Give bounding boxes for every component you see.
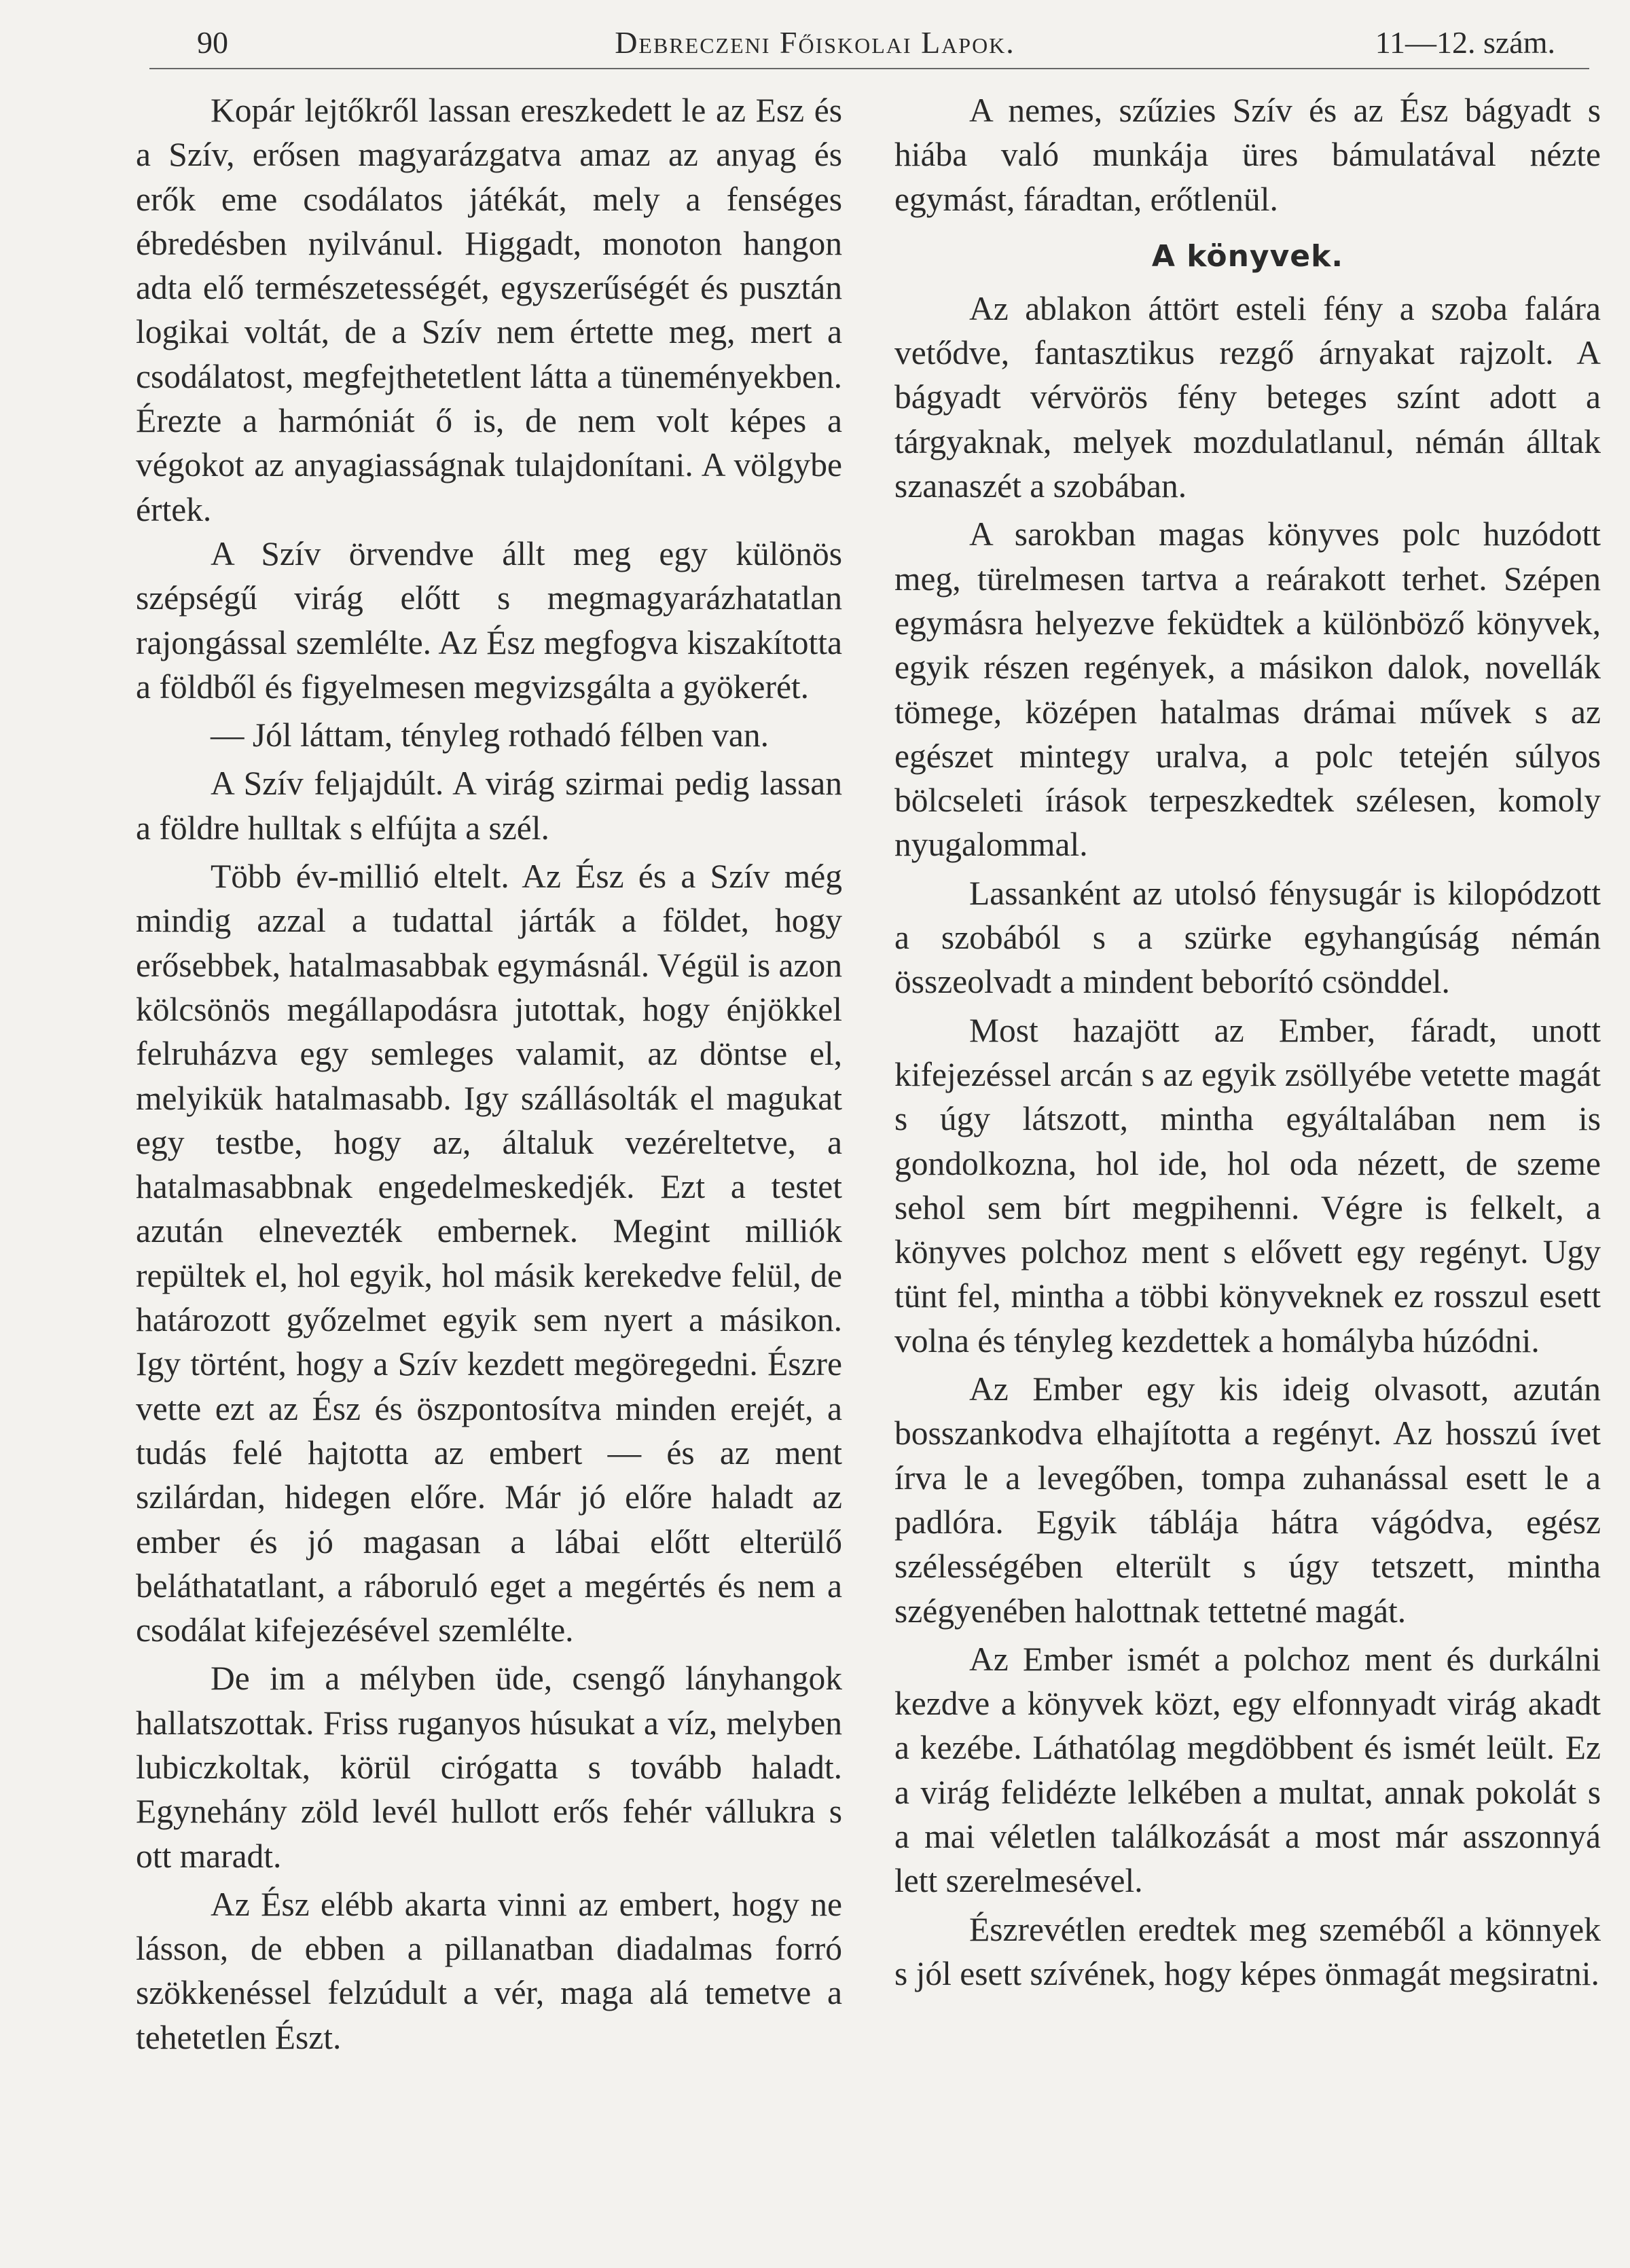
left-column <box>136 88 842 2060</box>
paragraph: De im a mélyben üde, csengő lányhangok hallatszottak. Friss ruganyos húsukat a víz, melyben lubiczkoltak, körül cirógatta s tovább haladt. Egynehány zöld levél hullott erős fehér vállukra s ott maradt. <box>136 1660 842 1875</box>
paragraph: A sarokban magas könyves polc huzódott meg, türelmesen tartva a reárakott terhet. Szépen egymásra helyezve feküdtek a különböző könyvek, egyik részen regények, a másikon dalok, novellák tömege, középen hatalmas drámai művek s az egészet mintegy uralva, a polc tetején súlyos bölcseleti írások terpeszkedtek szélesen, komoly nyugalommal. <box>894 515 1601 864</box>
section-title: A könyvek. <box>1151 238 1344 274</box>
paragraph: A nemes, szűzies Szív és az Ész bágyadt s hiába való munkája üres bámulatával nézte egymást, fáradtan, erőtlenül. <box>894 92 1601 218</box>
paragraph: Az Ész elébb akarta vinni az embert, hogy ne lásson, de ebben a pillanatban diadalmas forró szökkenéssel felzúdult a vér, maga alá temetve a tehetetlen Észt. <box>136 1885 842 2056</box>
paragraph: Most hazajött az Ember, fáradt, unott kifejezéssel arcán s az egyik zsöllyébe vetette magát s úgy látszott, mintha egyáltalában nem is gondolkozna, hol ide, hol oda nézett, de szeme sehol sem bírt megpihenni. Végre is felkelt, a könyves polchoz ment s elővett egy regényt. Ugy tünt fel, mintha a többi könyveknek ez rosszul esett volna és tényleg kezdettek a homályba húzódni. <box>894 1011 1601 1359</box>
page-number: 90 <box>197 25 228 60</box>
paragraph: A Szív örvendve állt meg egy különös szépségű virág előtt s megmagyarázhatatlan rajongással szemlélte. Az Ész megfogva kiszakította a földből és figyelmesen megvizsgálta a gyökerét. <box>136 534 842 706</box>
paragraph: Észrevétlen eredtek meg szeméből a könnyek s jól esett szívének, hogy képes önmagát megsiratni. <box>894 1910 1601 1992</box>
header-rule <box>149 68 1589 69</box>
paragraph: Lassanként az utolsó fénysugár is kilopódzott a szobából s a szürke egyhangúság némán összeolvadt a mindent beborító csönddel. <box>894 874 1601 1001</box>
issue-number: 11—12. szám. <box>1375 25 1555 60</box>
paragraph: Az Ember egy kis ideig olvasott, azután bosszankodva elhajította a regényt. Az hosszú ívet írva le a levegőben, tompa zuhanással esett le a padlóra. Egyik táblája hátra vágódva, egész szélességében elterült s úgy tetszett, mintha szégyenében halottnak tettetné magát. <box>894 1370 1601 1630</box>
paragraph: Az Ember ismét a polchoz ment és durkálni kezdve a könyvek közt, egy elfonnyadt virág akadt a kezébe. Láthatólag megdöbbent és ismét leült. Ez a virág felidézte lelkében a multat, annak pokolát s a mai véletlen találkozását a most már asszonnyá lett szerelmesével. <box>894 1640 1601 1900</box>
page-header <box>0 0 1630 75</box>
paragraph: A Szív feljajdúlt. A virág szirmai pedig lassan a földre hulltak s elfújta a szél. <box>136 765 842 847</box>
paragraph: Kopár lejtőkről lassan ereszkedett le az Esz és a Szív, erősen magyarázgatva amaz az anyag és erők eme csodálatos játékát, mely a fenséges ébredésben nyilvánul. Higgadt, monoton hangon adta elő természetességét, egyszerűségét és pusztán logikai voltát, de a Szív nem értette meg, mert a csodálatost, megfejthetetlent látta a tüneményekben. Érezte a harmóniát ő is, de nem volt képes a végokot az anyagiasságnak tulajdonítani. A völgybe értek. <box>136 92 842 528</box>
paragraph: Több év-millió eltelt. Az Ész és a Szív még mindig azzal a tudattal járták a földet, hogy erősebbek, hatalmasabbak egymásnál. Végül is azon kölcsönös megállapodásra jutottak, hogy énjökkel felruházva egy semleges valamit, az döntse el, melyikük hatalmasabb. Igy szállásolták el magukat egy testbe, hogy az, általuk vezéreltetve, a hatalmasabbnak engedelmeskedjék. Ezt a testet azután elnevezték embernek. Megint milliók repültek el, hol egyik, hol másik kerekedve felül, de határozott győzelmet egyik sem nyert a másikon. Igy történt, hogy a Szív kezdett megöregedni. Észre vette ezt az Ész és öszpontosítva minden erejét, a tudás felé hajtotta az embert — és az ment szilárdan, hidegen előre. Már jó előre haladt az ember és jó magasan a lábai előtt elterülő beláthatatlant, a ráboruló eget a megértés és nem a csodálat kifejezésével szemlélte. <box>136 858 842 1649</box>
journal-title: Debreczeni Főiskolai Lapok. <box>615 25 1015 60</box>
right-column <box>894 88 1601 1996</box>
paragraph: Az ablakon áttört esteli fény a szoba falára vetődve, fantasztikus rezgő árnyakat rajzolt. A bágyadt vérvörös fény beteges színt adott a tárgyaknak, melyek mozdulatlanul, némán álltak szanaszét a szobában. <box>894 289 1601 505</box>
paragraph: — Jól láttam, tényleg rothadó félben van. <box>211 716 769 754</box>
